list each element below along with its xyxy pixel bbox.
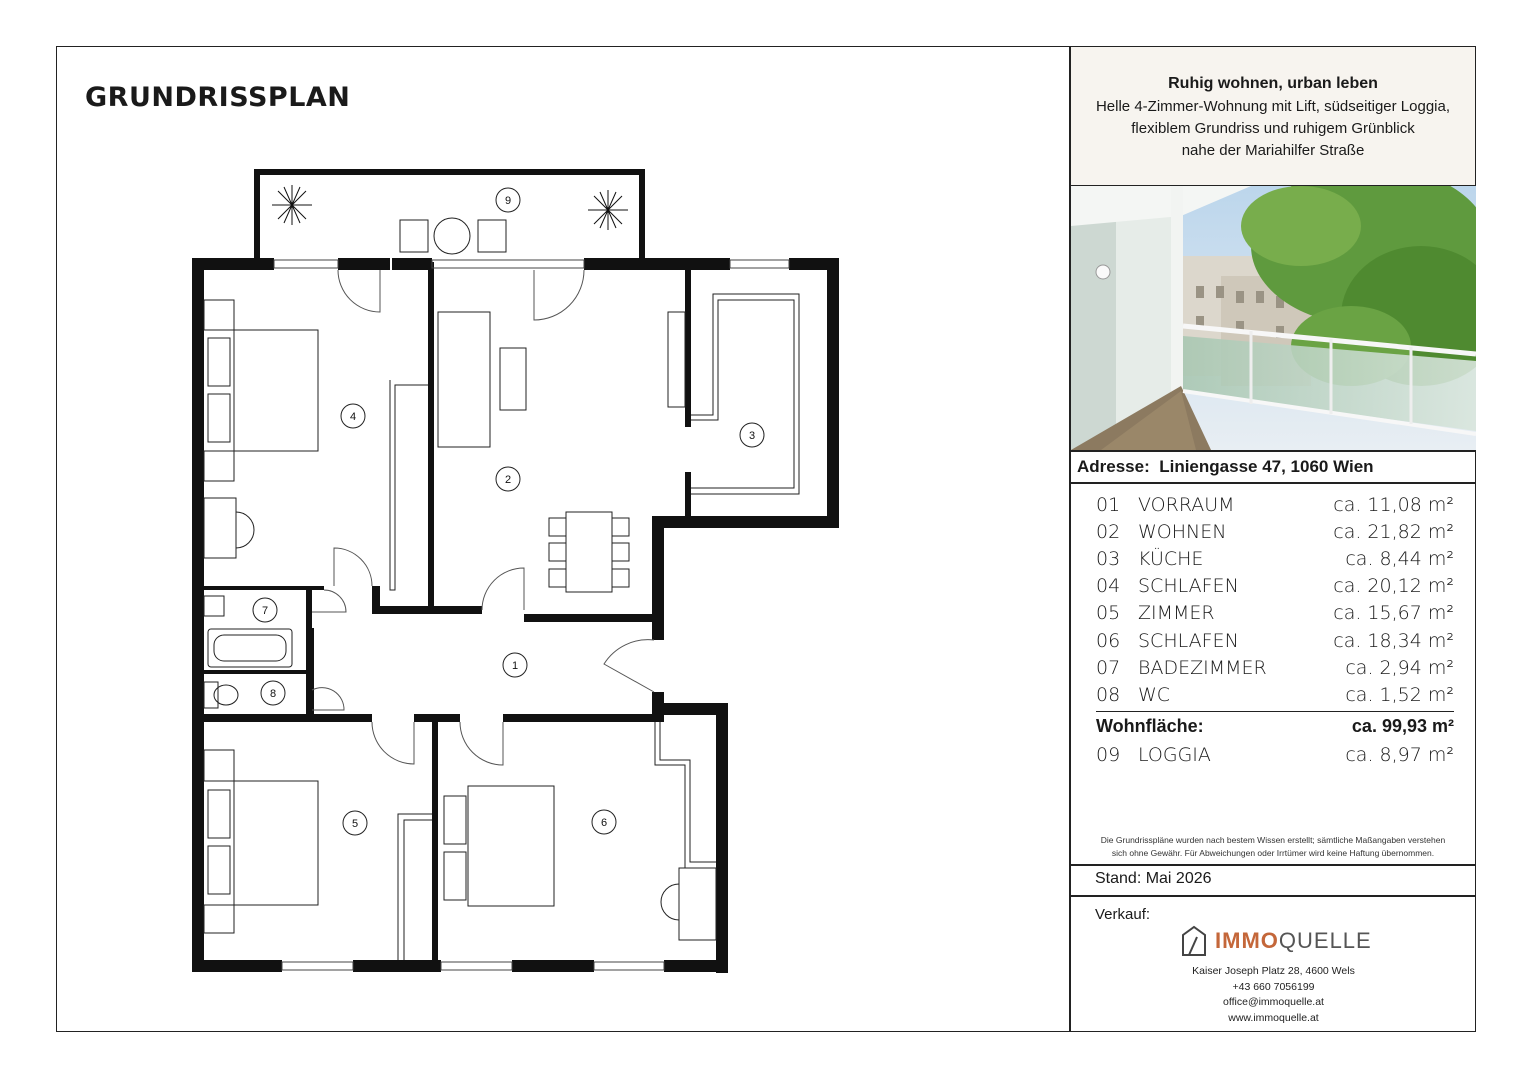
house-logo-icon: [1181, 925, 1207, 957]
room-marker-9: [496, 188, 520, 212]
room-row: 04 SCHLAFEN ca. 20,12 m²: [1096, 575, 1454, 598]
total-row: Wohnfläche: ca. 99,93 m²: [1096, 711, 1454, 742]
room-5-furniture: [204, 750, 432, 960]
loggia-area: [254, 169, 645, 261]
kitchen-furniture: [691, 294, 799, 494]
room-row: 01 VORRAUM ca. 11,08 m²: [1096, 493, 1454, 516]
loggia-furniture: [272, 185, 628, 254]
headline-line-3: nahe der Mariahilfer Straße: [1181, 142, 1365, 159]
separator: [1071, 482, 1476, 484]
room-marker-5: [343, 811, 367, 835]
room-marker-2: [496, 467, 520, 491]
room-marker-8: [261, 681, 285, 705]
svg-text:4: 4: [349, 411, 357, 423]
contact-info: [1071, 964, 1476, 1026]
room-marker-3: [740, 423, 764, 447]
room-row: 05 ZIMMER ca. 15,67 m²: [1096, 602, 1454, 625]
svg-text:7: 7: [261, 605, 269, 617]
room-marker-4: [341, 404, 365, 428]
bedroom-6-furniture: [444, 722, 716, 940]
svg-text:1: 1: [511, 660, 519, 672]
immoquelle-logo: IMMOQUELLE: [1181, 925, 1372, 957]
room-marker-1: [503, 653, 527, 677]
headline-line-1: Helle 4-Zimmer-Wohnung mit Lift, südseitiger Loggia,: [1095, 98, 1451, 115]
interior-walls: [204, 262, 691, 970]
doors: [312, 270, 654, 765]
address-label: Adresse:: [1077, 457, 1150, 476]
headline-box: [1071, 47, 1475, 185]
address-value: Liniengasse 47, 1060 Wien: [1159, 457, 1374, 476]
separator: [1071, 895, 1476, 897]
contact-email[interactable]: office@immoquelle.at: [1223, 996, 1324, 1008]
balcony-photo: [1071, 186, 1476, 450]
contact-phone[interactable]: +43 660 7056199: [1232, 980, 1315, 993]
room-row: 02 WOHNEN ca. 21,82 m²: [1096, 520, 1454, 543]
room-row: 06 SCHLAFEN ca. 18,34 m²: [1096, 629, 1454, 652]
room-row: 03 KÜCHE ca. 8,44 m²: [1096, 547, 1454, 570]
disclaimer: Die Grundrisspläne wurden nach bestem Wissen erstellt; sämtliche Maßangaben verstehen sich ohne Gewähr. Für Abweichungen oder Irrtümer wird keine Haftung übernommen.: [1100, 835, 1446, 858]
verkauf-label: Verkauf:: [1095, 906, 1151, 923]
svg-text:8: 8: [269, 688, 277, 700]
separator: [1071, 864, 1476, 866]
svg-text:6: 6: [600, 817, 608, 829]
svg-text:9: 9: [504, 195, 512, 207]
stand-date: Stand: Mai 2026: [1095, 870, 1212, 887]
plant-icon: [588, 190, 628, 230]
address: [1077, 457, 1374, 477]
living-furniture: [438, 312, 685, 592]
room-row: 07 BADEZIMMER ca. 2,94 m²: [1096, 656, 1454, 679]
plan-title: GRUNDRISSPLAN: [85, 82, 351, 113]
loggia-row: 09 LOGGIA ca. 8,97 m²: [1096, 744, 1454, 767]
svg-text:2: 2: [504, 474, 512, 486]
contact-address: Kaiser Joseph Platz 28, 4600 Wels: [1192, 965, 1355, 977]
headline-line-2: flexiblem Grundriss und ruhigem Grünblick: [1131, 120, 1415, 137]
room-marker-6: [592, 810, 616, 834]
outer-walls: [192, 258, 839, 973]
svg-text:5: 5: [351, 818, 359, 830]
separator: [1071, 450, 1476, 452]
contact-web[interactable]: www.immoquelle.at: [1228, 1011, 1319, 1024]
headline-title: Ruhig wohnen, urban leben: [1168, 75, 1378, 92]
bedroom-4-furniture: [204, 300, 428, 590]
plant-icon: [272, 185, 312, 225]
room-row: 08 WC ca. 1,52 m²: [1096, 683, 1454, 706]
svg-text:3: 3: [748, 430, 756, 442]
room-table: [1096, 491, 1454, 769]
room-marker-7: [253, 598, 277, 622]
